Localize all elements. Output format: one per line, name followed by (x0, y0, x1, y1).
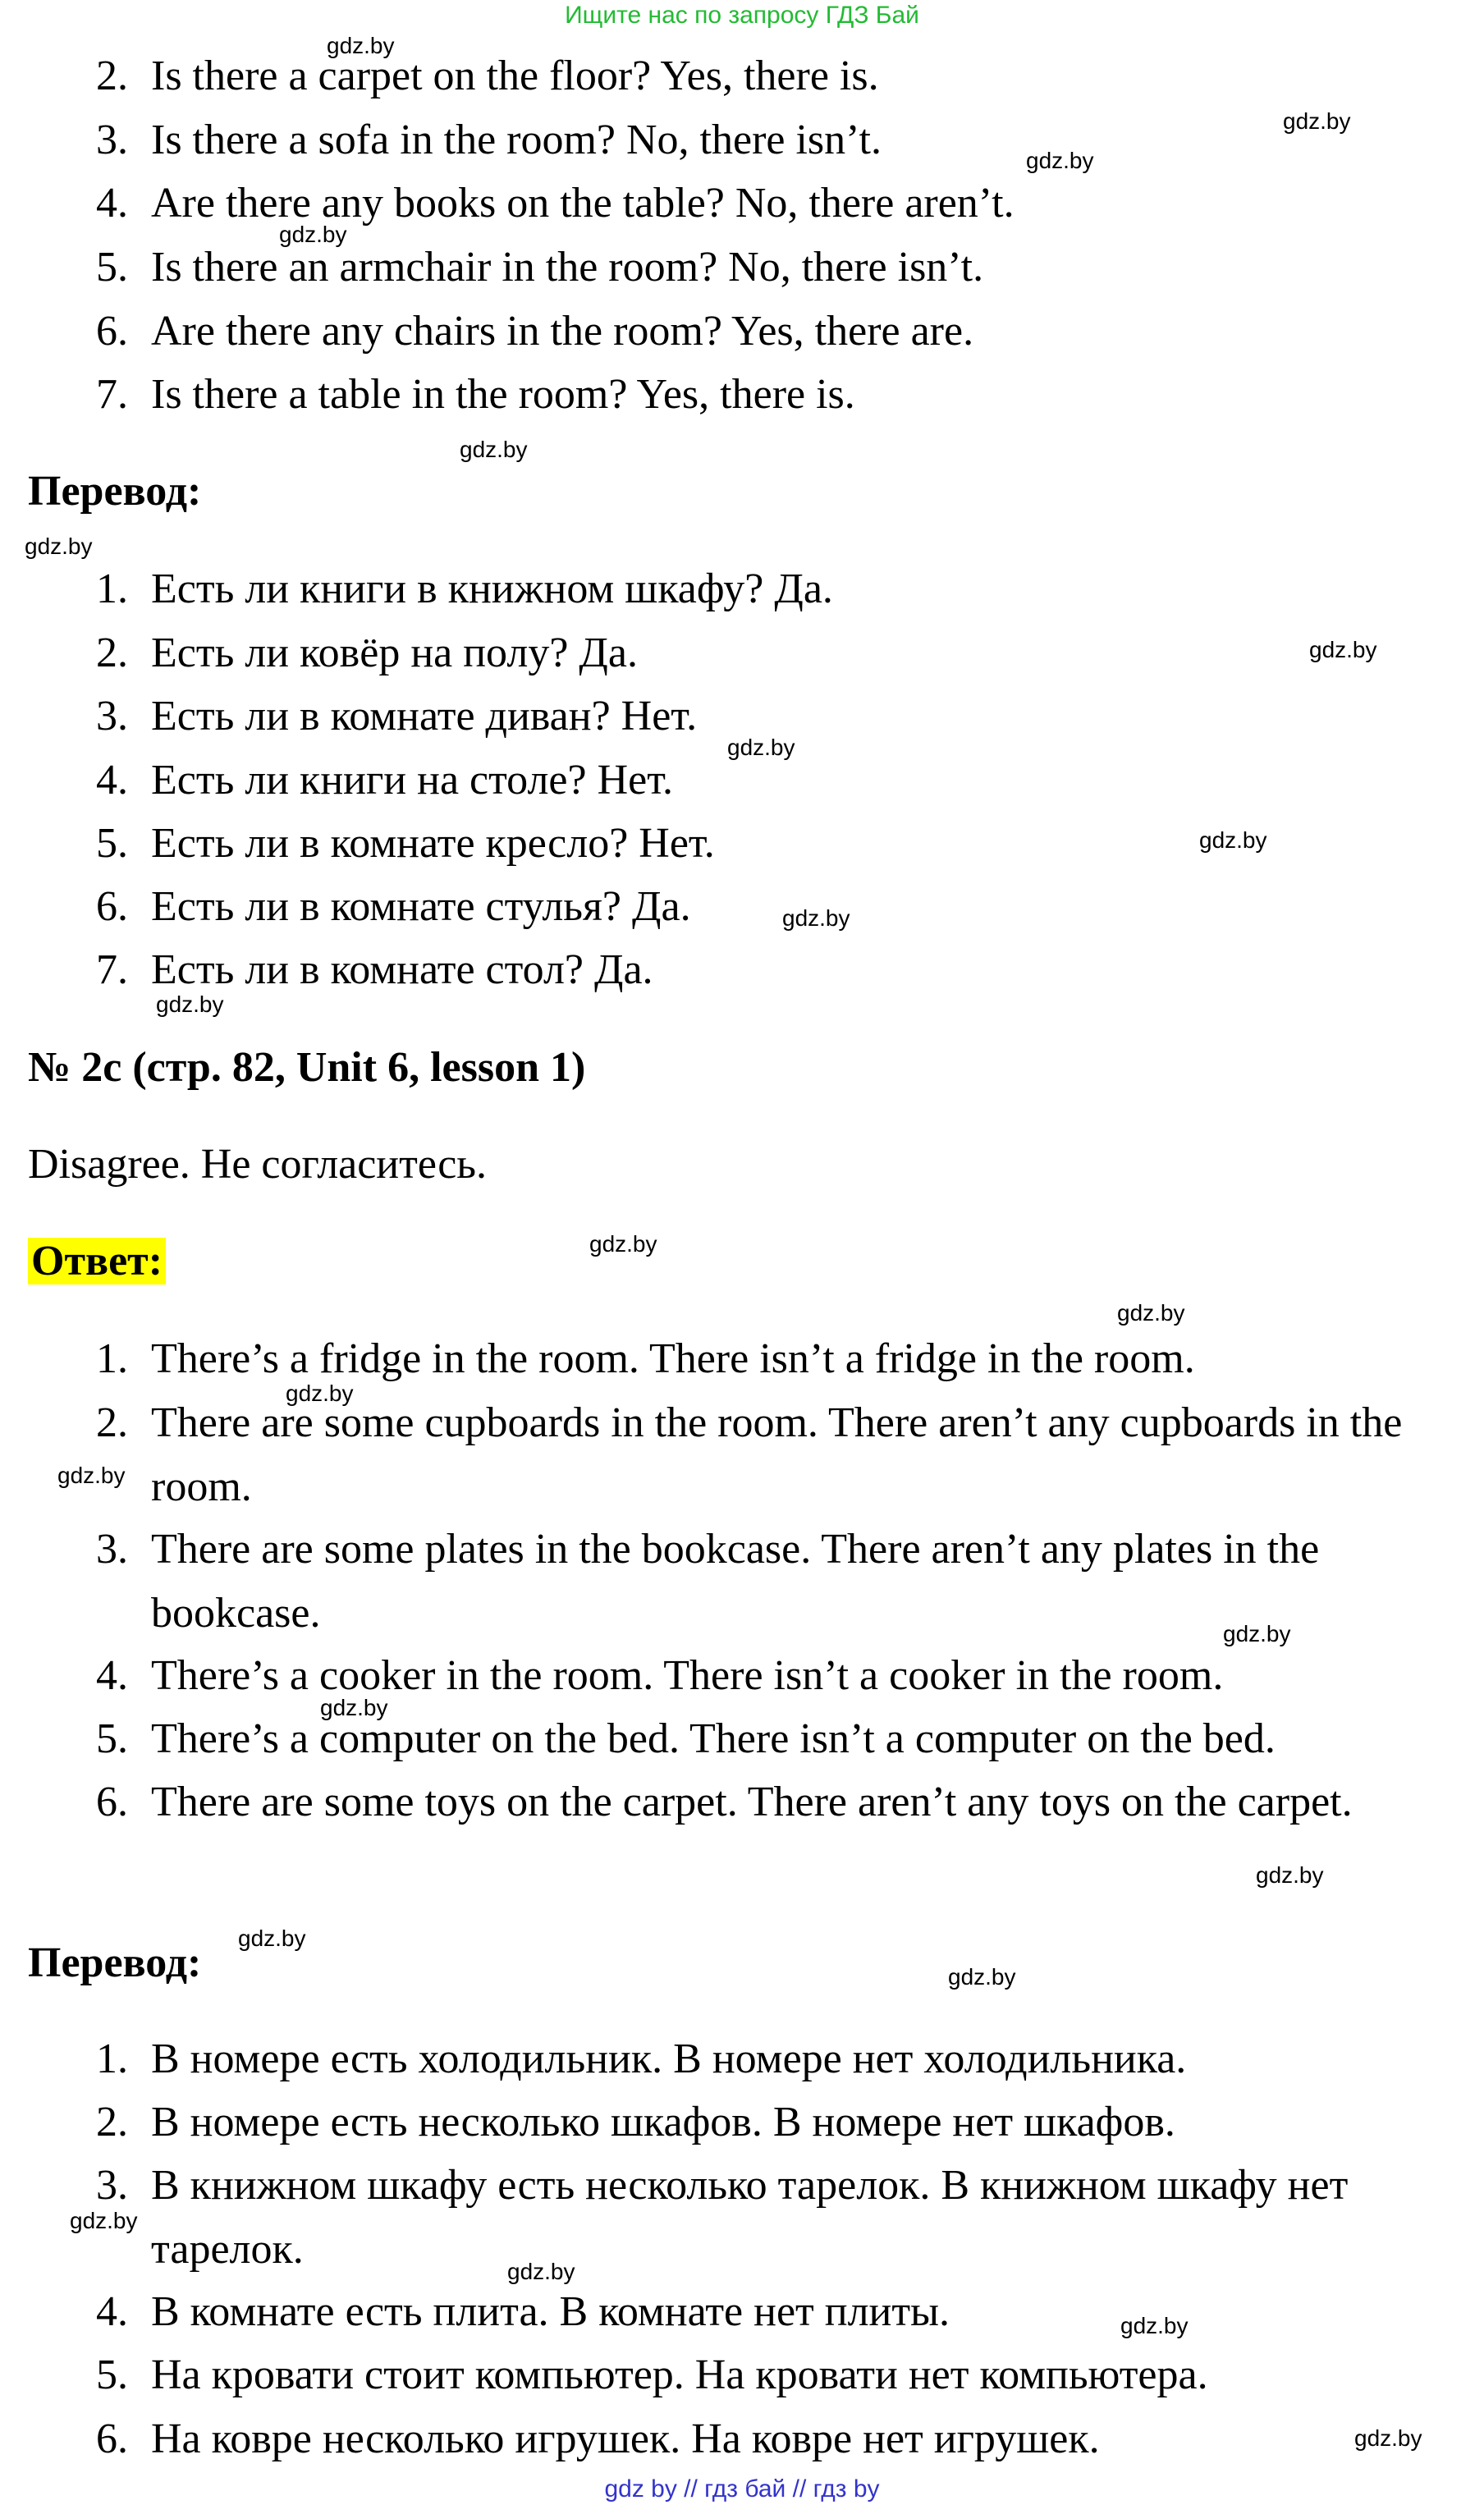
list-item: 7. Есть ли в комнате стол? Да. (96, 946, 653, 993)
list-item: 2. Есть ли ковёр на полу? Да. (96, 630, 638, 676)
list-item: 5. Есть ли в комнате кресло? Нет. (96, 820, 715, 867)
watermark: gdz.by (782, 905, 850, 931)
translation-heading: Перевод: (28, 1939, 202, 1986)
list-item: 4. Are there any books on the table? No, there aren’t. (96, 180, 1015, 227)
list-item: 3. Есть ли в комнате диван? Нет. (96, 693, 698, 740)
task-title: № 2c (стр. 82, Unit 6, lesson 1) (28, 1044, 586, 1091)
watermark: gdz.by (460, 437, 528, 462)
list-item: 5. Is there an armchair in the room? No, there isn’t. (96, 244, 984, 291)
list-item: 3. Is there a sofa in the room? No, there isn’t. (96, 117, 882, 163)
watermark: gdz.by (1117, 1300, 1185, 1326)
list-item: 1. Есть ли книги в книжном шкафу? Да. (96, 566, 833, 612)
list-item: 6. Есть ли в комнате стулья? Да. (96, 883, 691, 930)
list-item: 5. There’s a computer on the bed. There isn’t a computer on the bed. (96, 1715, 1276, 1762)
watermark: gdz.by (1120, 2313, 1189, 2338)
watermark: gdz.by (156, 991, 224, 1017)
watermark: gdz.by (279, 222, 347, 247)
watermark: gdz.by (727, 735, 795, 760)
watermark: gdz.by (948, 1964, 1016, 1990)
list-item: 2. В номере есть несколько шкафов. В номере нет шкафов. (96, 2099, 1175, 2145)
list-item: 5. На кровати стоит компьютер. На кровати нет компьютера. (96, 2351, 1208, 2398)
list-item: 2. Is there a carpet on the floor? Yes, there is. (96, 53, 879, 99)
list-item: 3. В книжном шкафу есть несколько тарелок. В книжном шкафу нет тарелок. (96, 2162, 1349, 2273)
list-item: 1. There’s a fridge in the room. There isn’t a fridge in the room. (96, 1335, 1195, 1382)
watermark: gdz.by (238, 1926, 306, 1951)
list-item: 6. There are some toys on the carpet. There aren’t any toys on the carpet. (96, 1779, 1353, 1825)
list-item: 4. Есть ли книги на столе? Нет. (96, 757, 674, 804)
watermark: gdz.by (320, 1695, 388, 1720)
list-item: 3. There are some plates in the bookcase. There aren’t any plates in the bookcase. (96, 1526, 1320, 1637)
watermark: gdz.by (1199, 827, 1267, 853)
bottom-banner[interactable]: gdz by // гдз бай // гдз by (604, 2475, 880, 2503)
watermark: gdz.by (1283, 108, 1351, 134)
answer-label: Ответ: (28, 1230, 166, 1294)
watermark: gdz.by (327, 33, 395, 58)
watermark: gdz.by (1354, 2425, 1422, 2451)
watermark: gdz.by (1223, 1621, 1291, 1646)
watermark: gdz.by (1309, 637, 1377, 662)
watermark: gdz.by (1256, 1862, 1324, 1888)
task-instruction: Disagree. Не согласитесь. (28, 1141, 488, 1188)
list-item: 6. Are there any chairs in the room? Yes, there are. (96, 308, 974, 355)
watermark: gdz.by (57, 1463, 126, 1488)
watermark: gdz.by (70, 2208, 138, 2233)
list-item: 7. Is there a table in the room? Yes, there is. (96, 371, 855, 418)
watermark: gdz.by (589, 1231, 657, 1257)
watermark: gdz.by (507, 2259, 575, 2284)
list-item: 4. There’s a cooker in the room. There isn’t a cooker in the room. (96, 1652, 1224, 1699)
list-item: 4. В комнате есть плита. В комнате нет плиты. (96, 2288, 950, 2335)
list-item: 2. There are some cupboards in the room. There aren’t any cupboards in the room. (96, 1399, 1403, 1510)
watermark: gdz.by (1026, 148, 1094, 173)
watermark: gdz.by (25, 533, 93, 559)
watermark: gdz.by (286, 1381, 354, 1406)
top-banner[interactable]: Ищите нас по запросу ГДЗ Бай (565, 2, 919, 29)
list-item: 6. На ковре несколько игрушек. На ковре нет игрушек. (96, 2416, 1100, 2462)
translation-heading: Перевод: (28, 468, 202, 515)
list-item: 1. В номере есть холодильник. В номере нет холодильника. (96, 2035, 1187, 2082)
